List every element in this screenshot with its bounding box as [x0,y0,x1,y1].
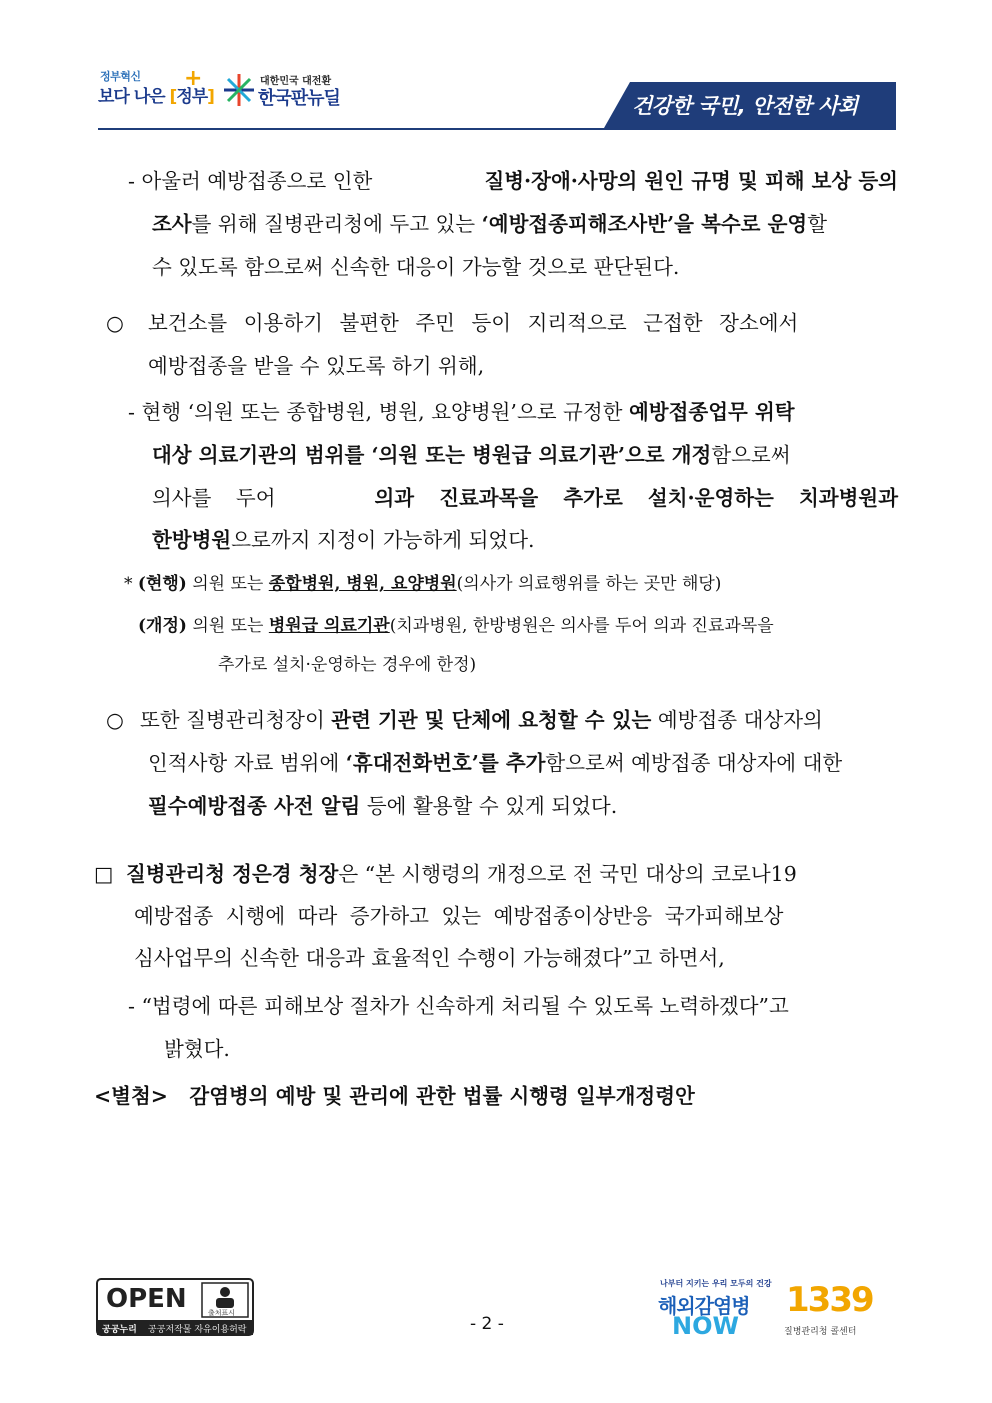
bold-span: 의과 진료과목을 추가로 설치·운영하는 치과병원과 [374,486,898,510]
new-deal-star-icon [222,72,256,108]
p5-line3: 심사업무의 신속한 대응과 효율적인 수행이 가능해졌다”고 하면서, [134,946,725,970]
page-header [0,0,992,140]
p1-line3: 수 있도록 함으로써 신속한 대응이 가능할 것으로 판단된다. [152,255,680,279]
text-span: 할 [807,212,828,236]
bold-span: 예방접종업무 위탁 [629,400,795,424]
new-deal-small-text: 대한민국 대전환 [260,76,332,87]
korean-new-deal-logo [222,72,362,112]
circle-bullet: ○ [106,708,124,732]
open-label: OPEN [106,1284,187,1314]
underline-span: 병원급 의료기관 [268,616,390,636]
text-span: (치과병원, 한방병원은 의사를 두어 의과 진료과목을 [389,616,774,636]
bold-span: 질병·장애·사망의 원인 규명 및 피해 보상 등의 [484,169,898,193]
text-span: 인적사항 자료 범위에 [148,751,346,775]
new-deal-text: 한국판뉴딜 [258,88,340,109]
text-span: 예방접종 대상자의 [651,708,823,732]
bold-span: ‘예방접종피해조사반’을 복수로 운영 [481,212,808,236]
open-badge: 출처표시 [208,1309,236,1317]
p4-line3 [148,796,617,817]
bold-span: 질병관리청 정은경 청장 [126,862,339,886]
page-number: - 2 - [470,1314,504,1334]
text-span: 으로까지 지정이 가능하게 되었다. [231,528,535,552]
text-span: 등에 활용할 수 있게 되었다. [360,794,618,818]
p4-line1 [140,710,823,731]
bold-span: (개정) [138,616,187,636]
p5-line1 [126,864,797,885]
open-caption-a: 공공누리 [102,1325,137,1335]
p3-line1 [128,402,898,423]
text-span: 의원 또는 [186,616,269,636]
gov-logo-text: 보다 나은 [정부] [98,87,214,107]
p4-line2 [148,753,842,774]
kogl-open-license-logo [96,1278,254,1336]
attachment-tag: <별첨> [94,1084,168,1108]
r2-number: 1339 [786,1280,873,1320]
attachment-label [94,1086,695,1107]
text-span: 의원 또는 [186,574,269,594]
p2-line1: 보건소를 이용하기 불편한 주민 등이 지리적으로 근접한 장소에서 [148,311,799,335]
text-span: (의사가 의료행위를 하는 곳만 해당) [456,574,722,594]
text-span: 은 “본 시행령의 개정으로 전 국민 대상의 코로나19 [338,862,797,886]
p2-line2: 예방접종을 받을 수 있도록 하기 위해, [148,354,485,378]
p1-line1 [128,171,898,192]
note-line2 [138,618,774,635]
r1-top: 나부터 지키는 우리 모두의 건강 [660,1279,772,1288]
note-line3: 추가로 설치·운영하는 경우에 한정) [218,655,477,675]
circle-bullet: ○ [106,311,124,335]
p6-line1: - “법령에 따른 피해보상 절차가 신속하게 처리될 수 있도록 노력하겠다”고 [128,994,789,1018]
gov-logo-text-b: 정부 [176,87,208,107]
square-bullet: □ [94,862,114,886]
p1-line2 [152,214,898,235]
underline-span: 종합병원, 병원, 요양병원 [268,574,457,594]
text-span: - 아울러 예방접종으로 인한 [128,169,373,193]
gov-logo-small-text: 정부혁신 [100,70,141,83]
bold-span: ‘휴대전화번호’를 추가 [345,751,546,775]
text-span: 함으로써 예방접종 대상자에 대한 [545,751,843,775]
gov-logo-text-a: 보다 나은 [98,87,170,107]
p5-line2: 예방접종 시행에 따라 증가하고 있는 예방접종이상반응 국가피해보상 [134,904,784,928]
bold-span: 조사 [152,212,192,236]
open-caption-b: 공공저작물 자유이용허락 [148,1325,247,1335]
slogan-text: 건강한 국민, 안전한 사회 [632,94,858,118]
text-span: - 현행 ‘의원 또는 종합병원, 병원, 요양병원’으로 규정한 [128,400,629,424]
text-span: 의사를 두어 [152,486,276,510]
bold-span: 관련 기관 및 단체에 요청할 수 있는 [331,708,652,732]
r1-mid: 해외감염병 [658,1294,750,1318]
p3-line3 [152,488,898,509]
plus-icon: + [184,66,203,91]
note-line1 [124,576,721,593]
p6-line2: 밝혔다. [164,1037,230,1061]
text-span: 를 위해 질병관리청에 두고 있는 [191,212,482,236]
header-divider [98,128,896,130]
p3-line2 [152,445,791,466]
overseas-infection-now-logo [658,1278,772,1340]
bold-span: 한방병원 [152,528,232,552]
bold-span: 대상 의료기관의 범위를 ‘의원 또는 병원급 의료기관’으로 개정 [152,443,712,467]
text-span: 함으로써 [711,443,791,467]
text-span: 또한 질병관리청장이 [140,708,332,732]
r1-bot: NOW [672,1312,739,1340]
bold-span: (현행) [137,574,187,594]
gov-innovation-logo [98,66,214,118]
bold-span: 필수예방접종 사전 알림 [148,794,361,818]
r2-caption: 질병관리청 콜센터 [784,1327,857,1337]
p3-line4 [152,530,535,551]
kdca-1339-callcenter-logo [782,1278,892,1340]
slogan-banner [604,82,896,128]
text-span: * [124,574,138,594]
attachment-title: 감염병의 예방 및 관리에 관한 법률 시행령 일부개정령안 [189,1084,695,1108]
